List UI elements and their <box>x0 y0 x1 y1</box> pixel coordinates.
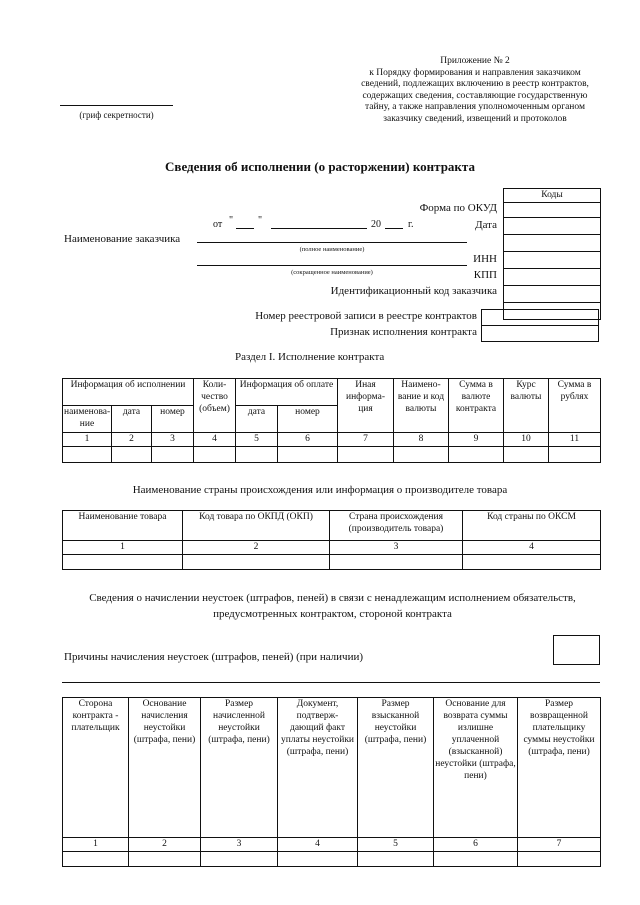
appendix-line: Приложение № 2 <box>440 56 510 66</box>
year-prefix: 20 <box>371 219 381 230</box>
accrued-amount-header: Размер начисленной неустойки (штрафа, пени) <box>201 698 278 838</box>
table-cell[interactable] <box>129 852 201 867</box>
column-number: 4 <box>278 838 358 852</box>
name-subheader: наименова- ние <box>63 406 112 433</box>
refunded-amount-header: Размер возвращенной плательщику суммы неустойки (штрафа, пени) <box>518 698 601 838</box>
table-cell[interactable] <box>236 447 278 463</box>
inn-label: ИНН <box>473 253 497 265</box>
column-number: 4 <box>463 541 601 555</box>
kpp-code-field[interactable] <box>504 286 601 303</box>
okpd-code-header: Код товара по ОКПД (ОКП) <box>183 511 330 541</box>
sum-currency-header: Сумма в валюте контракта <box>449 379 504 433</box>
page-title: Сведения об исполнении (о расторжении) контракта <box>165 159 475 174</box>
column-number: 8 <box>394 433 449 447</box>
column-number: 5 <box>236 433 278 447</box>
execution-sign-label: Признак исполнения контракта <box>330 326 477 338</box>
table-cell[interactable] <box>201 852 278 867</box>
other-info-header: Иная информа- ция <box>338 379 394 433</box>
column-number: 6 <box>434 838 518 852</box>
pay-date-subheader: дата <box>236 406 278 433</box>
table-cell[interactable] <box>338 447 394 463</box>
penalties-table <box>62 697 601 867</box>
table-cell[interactable] <box>152 447 194 463</box>
column-number: 3 <box>152 433 194 447</box>
empty-code-field[interactable] <box>504 252 601 269</box>
payment-document-header: Документ, подтверж- дающий факт уплаты неустойки (штрафа, пени) <box>278 698 358 838</box>
table-cell[interactable] <box>183 555 330 570</box>
month-field[interactable] <box>271 228 367 229</box>
customer-full-name-field[interactable] <box>197 242 467 243</box>
number-subheader: номер <box>152 406 194 433</box>
registry-number-field[interactable] <box>481 309 599 326</box>
reasons-checkbox[interactable] <box>553 635 600 665</box>
table-cell[interactable] <box>549 447 601 463</box>
reasons-label: Причины начисления неустоек (штрафов, пеней) (при наличии) <box>64 651 364 663</box>
payment-info-header: Информация об оплате <box>236 379 338 406</box>
table-cell[interactable] <box>449 447 504 463</box>
rate-header: Курс валюты <box>504 379 549 433</box>
appendix-line: заказчику сведений, извещений и протоколов <box>383 113 567 124</box>
column-number: 2 <box>112 433 152 447</box>
column-number: 7 <box>338 433 394 447</box>
table-cell[interactable] <box>112 447 152 463</box>
year-suffix: г. <box>408 219 414 230</box>
table-cell[interactable] <box>434 852 518 867</box>
sum-rub-header: Сумма в рублях <box>549 379 601 433</box>
column-number: 4 <box>194 433 236 447</box>
penalty-basis-header: Основание начисления неустойки (штрафа, пени) <box>129 698 201 838</box>
table-cell[interactable] <box>278 852 358 867</box>
appendix-header <box>360 56 590 126</box>
appendix-line: содержащих сведения, составляющие государственную <box>362 90 588 101</box>
customer-short-name-field[interactable] <box>197 265 467 266</box>
full-name-caption: (полное наименование) <box>299 246 365 253</box>
origin-title: Наименование страны происхождения или информация о производителе товара <box>132 484 508 496</box>
table-cell[interactable] <box>63 555 183 570</box>
date-quote-open: " <box>229 215 234 226</box>
column-number: 2 <box>183 541 330 555</box>
appendix-line: к Порядку формирования и направления заказчиком <box>369 67 581 78</box>
inn-code-field[interactable] <box>504 269 601 286</box>
appendix-line: тайну, а также направления уполномоченным органом <box>365 102 585 113</box>
day-field[interactable] <box>236 228 254 229</box>
customer-id-label: Идентификационный код заказчика <box>330 285 497 297</box>
column-number: 2 <box>129 838 201 852</box>
registry-number-label: Номер реестровой записи в реестре контрактов <box>255 310 477 322</box>
table-cell[interactable] <box>504 447 549 463</box>
codes-header: Коды <box>504 189 601 203</box>
empty-code-field[interactable] <box>504 235 601 252</box>
okud-label: Форма по ОКУД <box>419 202 497 214</box>
column-number: 10 <box>504 433 549 447</box>
table-cell[interactable] <box>358 852 434 867</box>
table-cell[interactable] <box>63 447 112 463</box>
table-cell[interactable] <box>463 555 601 570</box>
date-quote-close: " <box>258 215 263 226</box>
column-number: 6 <box>278 433 338 447</box>
secrecy-label: (гриф секретности) <box>79 110 154 120</box>
column-number: 3 <box>201 838 278 852</box>
penalties-title: Сведения о начислении неустоек (штрафов, пеней) в связи с ненадлежащим исполнением обязательств, предусмотренных контрактом, стороной контракта <box>89 592 576 620</box>
date-subheader: дата <box>112 406 152 433</box>
product-name-header: Наименование товара <box>63 511 183 541</box>
pay-number-subheader: номер <box>278 406 338 433</box>
payer-header: Сторона контракта - плательщик <box>63 698 129 838</box>
country-header: Страна происхождения (производитель товара) <box>330 511 463 541</box>
origin-table <box>62 510 601 570</box>
execution-table <box>62 378 601 463</box>
column-number: 11 <box>549 433 601 447</box>
column-number: 1 <box>63 541 183 555</box>
okud-code-field[interactable] <box>504 203 601 218</box>
execution-sign-field[interactable] <box>481 325 599 342</box>
collected-amount-header: Размер взысканной неустойки (штрафа, пени) <box>358 698 434 838</box>
column-number: 5 <box>358 838 434 852</box>
year-field[interactable] <box>385 228 403 229</box>
customer-name-label: Наименование заказчика <box>64 233 181 245</box>
codes-table <box>503 188 601 320</box>
currency-name-header: Наимено- вание и код валюты <box>394 379 449 433</box>
reasons-line <box>62 682 600 683</box>
column-number: 1 <box>63 838 129 852</box>
date-label: Дата <box>475 219 497 231</box>
column-number: 1 <box>63 433 112 447</box>
table-cell[interactable] <box>394 447 449 463</box>
date-code-field[interactable] <box>504 218 601 235</box>
table-cell[interactable] <box>63 852 129 867</box>
column-number: 9 <box>449 433 504 447</box>
date-prefix: от <box>213 219 223 230</box>
quantity-header: Коли- чество (объем) <box>194 379 236 433</box>
section1-title: Раздел I. Исполнение контракта <box>235 351 385 363</box>
table-cell[interactable] <box>518 852 601 867</box>
column-number: 3 <box>330 541 463 555</box>
refund-basis-header: Основание для возврата суммы излишне уплаченной (взысканной) неустойки (штрафа, пени) <box>434 698 518 838</box>
kpp-label: КПП <box>473 269 497 281</box>
table-cell[interactable] <box>278 447 338 463</box>
execution-info-header: Информация об исполнении <box>63 379 194 406</box>
appendix-line: сведений, подлежащих включению в реестр контрактов, <box>361 79 589 90</box>
table-cell[interactable] <box>194 447 236 463</box>
column-number: 7 <box>518 838 601 852</box>
secrecy-line <box>60 105 173 106</box>
short-name-caption: (сокращенное наименование) <box>291 269 373 276</box>
oksm-code-header: Код страны по ОКСМ <box>463 511 601 541</box>
table-cell[interactable] <box>330 555 463 570</box>
